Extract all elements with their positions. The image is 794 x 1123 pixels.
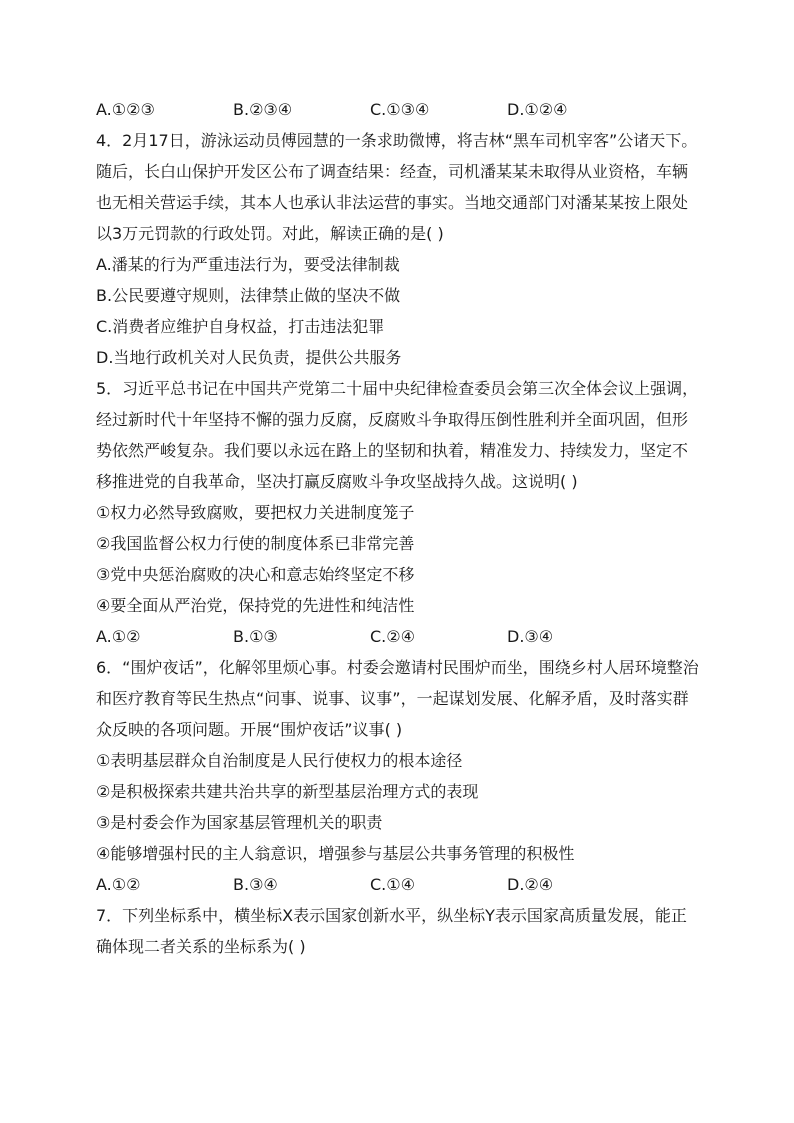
q5-option-b: B.①③ [233, 627, 278, 646]
q5-statement-2: ②我国监督公权力行使的制度体系已非常完善 [96, 534, 415, 553]
question-4 [96, 125, 706, 373]
q3-options [96, 94, 706, 125]
q5-option-d: D.③④ [507, 627, 554, 646]
q4-choice-a: A.潘某的行为严重违法行为，要受法律制裁 [96, 255, 400, 274]
q3-option-c: C.①③④ [370, 100, 430, 119]
q5-options [96, 621, 706, 652]
q6-stem-line: 和医疗教育等民生热点“问事、说事、议事”，一起谋划发展、化解矛盾，及时落实群 [96, 689, 689, 708]
q7-stem-line: 确体现二者关系的坐标系为( ) [96, 937, 306, 956]
q6-option-b: B.③④ [233, 875, 278, 894]
question-6 [96, 652, 706, 900]
question-7 [96, 900, 706, 962]
q4-choice-b: B.公民要遵守规则，法律禁止做的坚决不做 [96, 286, 401, 305]
q5-stem-line: 势依然严峻复杂。我们要以永远在路上的坚韧和执着，精准发力、持续发力，坚定不 [96, 441, 689, 460]
q4-stem-line: 也无相关营运手续，其本人也承认非法运营的事实。当地交通部门对潘某某按上限处 [96, 193, 689, 212]
q5-option-c: C.②④ [370, 627, 415, 646]
q4-stem-line: 随后，长白山保护开发区公布了调查结果：经查，司机潘某某未取得从业资格，车辆 [96, 162, 689, 181]
q6-stem-line: 众反映的各项问题。开展“围炉夜话”议事( ) [96, 720, 403, 739]
q3-option-b: B.②③④ [233, 100, 293, 119]
q3-option-d: D.①②④ [507, 100, 568, 119]
question-5 [96, 373, 706, 652]
q4-choice-c: C.消费者应维护自身权益，打击违法犯罪 [96, 317, 385, 336]
q5-stem-line: 移推进党的自我革命，坚决打赢反腐败斗争攻坚战持久战。这说明( ) [96, 472, 578, 491]
q6-statement-3: ③是村委会作为国家基层管理机关的职责 [96, 813, 383, 832]
q6-statement-1: ①表明基层群众自治制度是人民行使权力的根本途径 [96, 751, 463, 770]
q5-option-a: A.①② [96, 627, 141, 646]
q5-statement-1: ①权力必然导致腐败，要把权力关进制度笼子 [96, 503, 415, 522]
q6-stem-line: 6．“围炉夜话”，化解邻里烦心事。村委会邀请村民围炉而坐，围绕乡村人居环境整治 [96, 658, 699, 677]
q4-choice-d: D.当地行政机关对人民负责，提供公共服务 [96, 348, 402, 367]
q5-statement-4: ④要全面从严治党，保持党的先进性和纯洁性 [96, 596, 415, 615]
q4-stem-line: 以3万元罚款的行政处罚。对此，解读正确的是( ) [96, 224, 444, 243]
q6-option-d: D.②④ [507, 875, 554, 894]
q7-stem-line: 7．下列坐标系中，横坐标X表示国家创新水平，纵坐标Y表示国家高质量发展，能正 [96, 906, 687, 925]
q6-statement-4: ④能够增强村民的主人翁意识，增强参与基层公共事务管理的积极性 [96, 844, 575, 863]
q6-options [96, 869, 706, 900]
q6-option-a: A.①② [96, 875, 141, 894]
q5-stem-line: 经过新时代十年坚持不懈的强力反腐，反腐败斗争取得压倒性胜利并全面巩固，但形 [96, 410, 689, 429]
q3-option-a: A.①②③ [96, 100, 155, 119]
q6-option-c: C.①④ [370, 875, 415, 894]
q5-statement-3: ③党中央惩治腐败的决心和意志始终坚定不移 [96, 565, 415, 584]
exam-content [96, 94, 706, 962]
q6-statement-2: ②是积极探索共建共治共享的新型基层治理方式的表现 [96, 782, 479, 801]
q4-stem-line: 4．2月17日，游泳运动员傅园慧的一条求助微博，将吉林“黑车司机宰客”公诸天下。 [96, 131, 698, 150]
q5-stem-line: 5．习近平总书记在中国共产党第二十届中央纪律检查委员会第三次全体会议上强调， [96, 379, 699, 398]
